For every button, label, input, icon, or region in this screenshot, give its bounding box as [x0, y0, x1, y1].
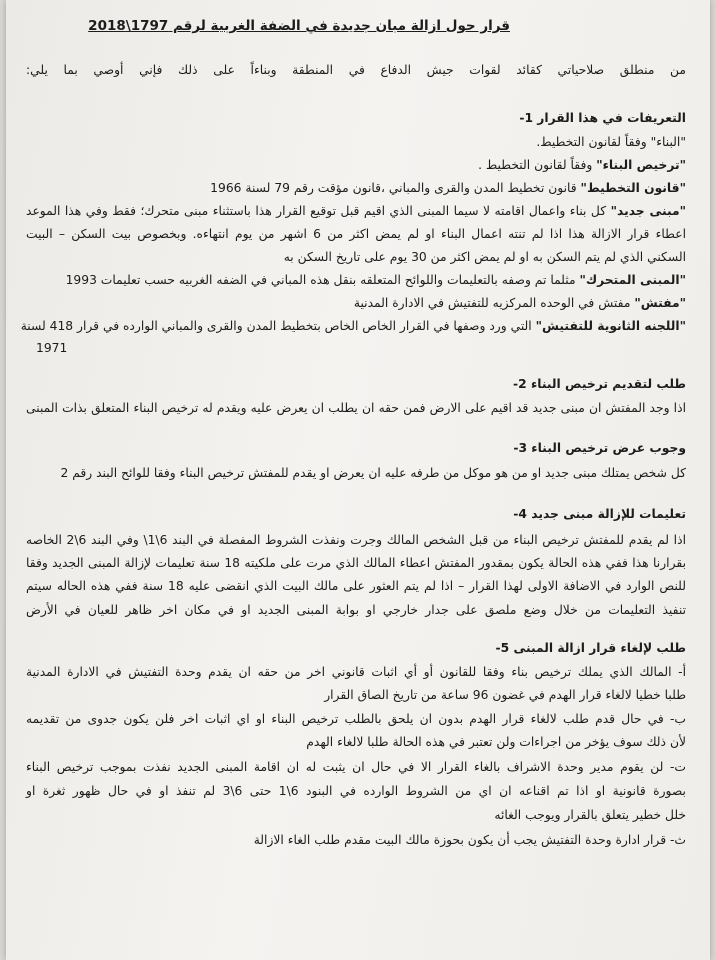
section-4-heading: تعليمات للإزالة مبنى جديد 4- [513, 507, 686, 521]
document-page [6, 0, 710, 960]
section-3-text: كل شخص يمتلك مبنى جديد او من هو موكل من طرفه عليه ان يعرض او يقدم للمفتش ترخيص البناء وفقا للوائح البند رقم 2 [60, 466, 686, 480]
clause-c-line: بصورة قانونية او اذا تم اقناعه ان اي من الشروط الوارده في البنود 6\1 حتى 6\3 لم تنفذ او في حال ظهور ثغرة او [26, 784, 686, 798]
definition-text: قانون تخطيط المدن والقرى والمباني ،قانون مؤقت رقم 79 لسنة 1966 [210, 181, 581, 195]
definition-mobile-building [26, 272, 686, 289]
definition-planning-law [26, 180, 686, 197]
definition-text: مثلما تم وصفه بالتعليمات واللوائح المتعلقه بنقل هذه المباني في الضفه الغربيه حسب تعليمات 1993 [65, 273, 580, 287]
clause-c-line: خلل خطير يتعلق بالقرار ويوجب الغائه [494, 808, 686, 822]
section-4-line: للنص الوارد في الاضافة الاولى لهذا القرار – اذا لم يتم العثور على مالك البيت الذي انقضى عليه 18 سنة ففي هذه الحاله سيتم [26, 579, 686, 593]
section-4-line: اذا لم يقدم للمفتش ترخيص البناء من قبل الشخص المالك وجرت ونفذت الشروط المفصلة في البند 6\1\ وفي البند 6\2 الخاصه [26, 533, 686, 547]
term-subcommittee: "اللجنه الثانوية للتفتيش" [535, 319, 686, 333]
term-new-building: "مبنى جديد" [610, 204, 687, 218]
section-2-text: اذا وجد المفتش ان مبنى جديد قد اقيم على الارض فمن حقه ان يطلب ان يعرض عليه ويقدم له ترخيص البناء المتعلق بذات المبنى [26, 401, 686, 415]
section-3-heading: وجوب عرض ترخيص البناء 3- [513, 441, 686, 455]
clause-d-line: ث- قرار ادارة وحدة التفتيش يجب أن يكون بحوزة مالك البيت مقدم طلب الغاء الازالة [253, 833, 686, 847]
definition-text: التي ورد وصفها في القرار الخاص الخاص بتخطيط المدن والقرى والمباني الوارده في قرار 418 لسنة [20, 319, 536, 333]
term-mobile-building: "المبنى المتحرك" [579, 273, 686, 287]
definition-text-line: السكني الذي لم يتم السكن به او لم يمض اكثر من 30 يوم على تاريخ السكن به [283, 250, 686, 264]
term-planning-law: "قانون التخطيط" [580, 181, 686, 195]
year-value: 1971 [36, 341, 68, 355]
definition-subcommittee [20, 318, 686, 335]
clause-a-line: طلبا خطيا لالغاء قرار الهدم في غضون 96 ساعة من تاريخ الصاق القرار [324, 688, 686, 702]
section-1-heading: التعريفات في هذا القرار 1- [519, 111, 686, 125]
section-4-line: تنفيذ التعليمات من خلال وضع ملصق على جدار خارجي او بوابة المبنى الجديد او في مكان اخر ظاهر للعيان في الأرض [26, 603, 686, 617]
document-title: قرار حول ازالة مبان جديدة في الضفة الغربية لرقم 1797\2018 [88, 18, 510, 34]
term-inspector: "مفتش" [634, 296, 686, 310]
term-building-permit: "ترخيص البناء" [596, 158, 686, 172]
clause-b-line: لأن ذلك سوف يؤخر من اجراءات ولن تعتبر في هذه الحالة طلبا لالغاء الهدم [306, 735, 686, 749]
paper-sheet [6, 0, 710, 960]
definition-building-permit [26, 157, 686, 174]
clause-c-line: ت- لن يقوم مدير وحدة الاشراف بالغاء القرار الا في حال ان يثبت له ان اقامة المبنى الجديد نفذت بموجب ترخيص البناء [26, 760, 686, 774]
section-4-line: بقرارنا هذا ففي هذه الحالة يكون بمقدور المفتش اعطاء المالك الذي مرت على ملكيته 18 سنة تعليمات لإزالة المبنى الجديد وفقا [26, 556, 686, 570]
definition-inspector [26, 295, 686, 312]
definition-text: وفقاً لقانون التخطيط . [478, 158, 597, 172]
clause-b-line: ب- في حال قدم طلب لالغاء قرار الهدم بدون ان يلحق بالطلب ترخيص البناء او اي اثبات اخر فلن يكون جدوى من تقديمه [26, 712, 686, 726]
definition-building: "البناء" وفقاً لقانون التخطيط. [536, 135, 686, 149]
section-5-heading: طلب لإلغاء قرار ازالة المبنى 5- [495, 641, 686, 655]
definition-text: مفتش في الوحده المركزيه للتفتيش في الادارة المدنية [353, 296, 635, 310]
definition-new-building [26, 203, 686, 220]
definition-text: كل بناء واعمال اقامته لا سيما المبنى الذي اقيم قبل توقيع القرار هذا باستثناء مبنى متحرك؛ فقط وفي هذا الموعد [26, 204, 611, 218]
clause-a-line: أ- المالك الذي يملك ترخيص بناء وفقا للقانون أو أي اثبات قانوني اخر من حقه ان يقدم وحدة التفتيش في الادارة المدنية [26, 665, 686, 679]
intro-paragraph: من منطلق صلاحياتي كقائد لقوات جيش الدفاع في المنطقة وبناءاً على ذلك فإني أوصي بما يلي: [26, 63, 686, 77]
definition-text-line: اعطاء قرار الازالة هذا اذا لم تنته اعمال البناء او لم يمض اكثر من 6 اشهر من يوم انتهاءه. وبخصوص بيت السكن – البيت [26, 227, 686, 241]
section-2-heading: طلب لتقديم ترخيص البناء 2- [513, 377, 686, 391]
